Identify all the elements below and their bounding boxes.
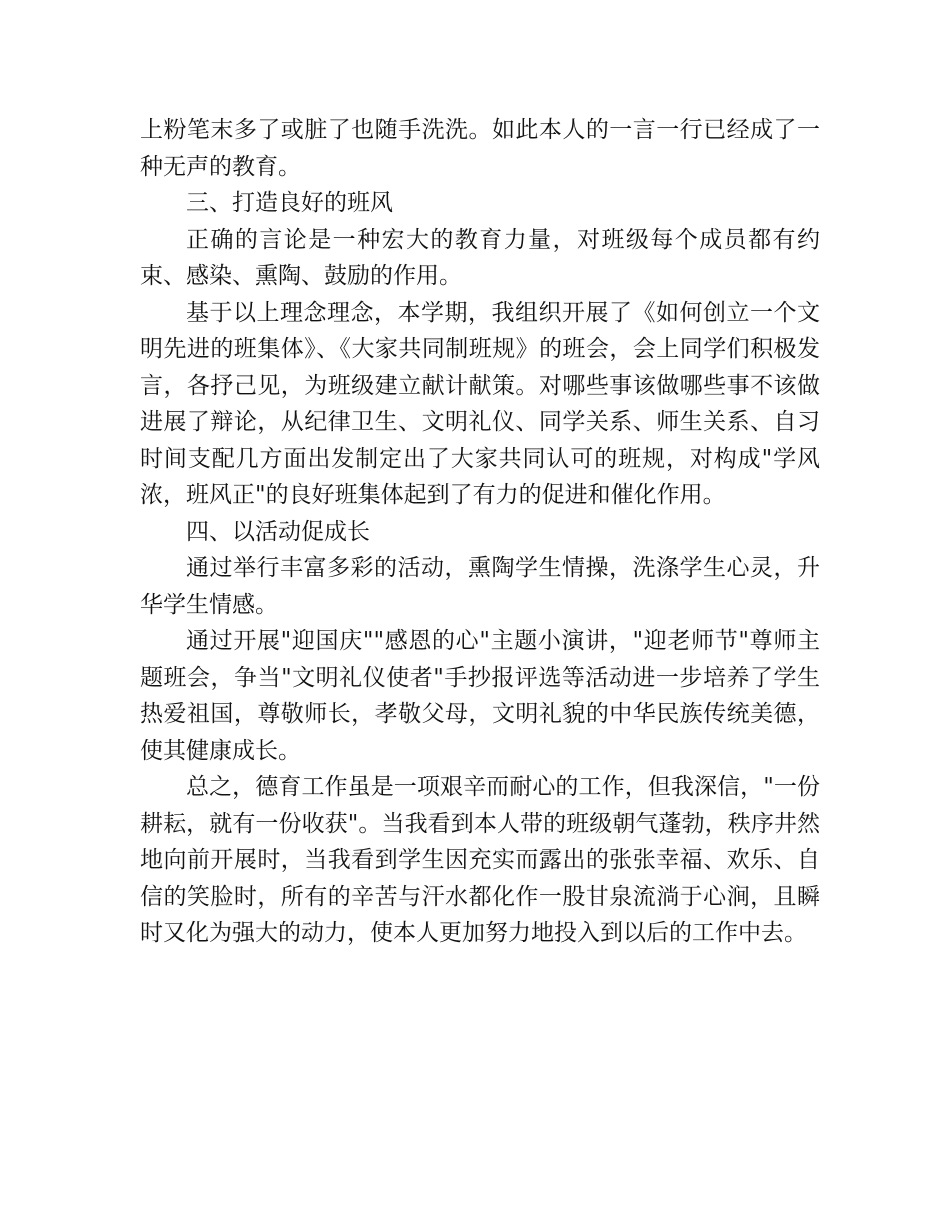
paragraph-continuation: 上粉笔末多了或脏了也随手洗洗。如此本人的一言一行已经成了一种无声的教育。 xyxy=(140,117,820,180)
section-heading-3: 三、打造良好的班风 xyxy=(186,190,393,216)
paragraph: 基于以上理念理念，本学期，我组织开展了《如何创立一个文明先进的班集体》、《大家共同制班规》的班会，会上同学们积极发言，各抒己见，为班级建立献计献策。对哪些事该做哪些事不该做进展了辩论，从纪律卫生、文明礼仪、同学关系、师生关系、自习时间支配几方面出发制定出了大家共同认可的班规，对构成"学风浓，班风正"的良好班集体起到了有力的促进和催化作用。 xyxy=(140,299,820,508)
paragraph: 通过举行丰富多彩的活动，熏陶学生情操，洗涤学生心灵，升华学生情感。 xyxy=(140,555,820,618)
document-body xyxy=(140,112,820,952)
section-heading-4: 四、以活动促成长 xyxy=(186,518,370,545)
paragraph-conclusion: 总之，德育工作虽是一项艰辛而耐心的工作，但我深信，"一份耕耘，就有一份收获"。当我看到本人带的班级朝气蓬勃，秩序井然地向前开展时，当我看到学生因充实而露出的张张幸福、欢乐、自信的笑脸时，所有的辛苦与汗水都化作一股甘泉流淌于心涧，且瞬时又化为强大的动力，使本人更加努力地投入到以后的工作中去。 xyxy=(140,774,820,946)
paragraph: 通过开展"迎国庆""感恩的心"主题小演讲，"迎老师节"尊师主题班会，争当"文明礼仪使者"手抄报评选等活动进一步培养了学生热爱祖国，尊敬师长，孝敬父母，文明礼貌的中华民族传统美德，使其健康成长。 xyxy=(140,628,820,764)
paragraph: 正确的言论是一种宏大的教育力量，对班级每个成员都有约束、感染、熏陶、鼓励的作用。 xyxy=(140,226,820,289)
